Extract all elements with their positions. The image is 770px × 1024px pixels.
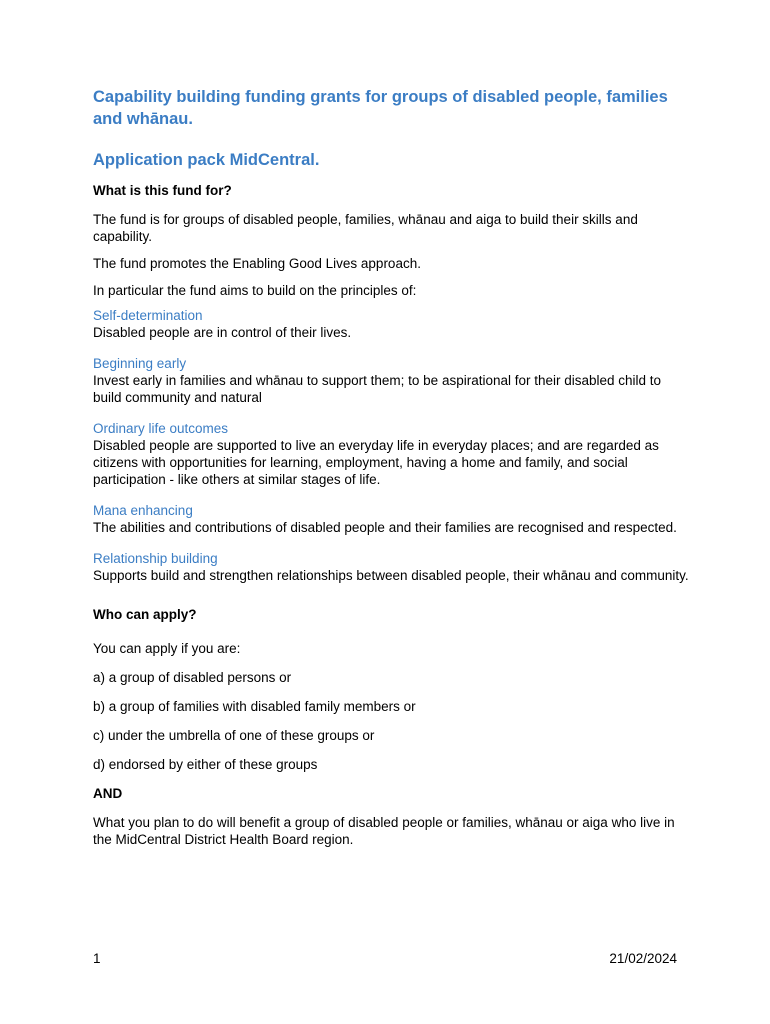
- paragraph-principles-intro: In particular the fund aims to build on the principles of:: [93, 283, 417, 298]
- principle-name: Self-determination: [93, 308, 203, 323]
- principle-name: Relationship building: [93, 551, 218, 566]
- section-heading-fund-purpose: What is this fund for?: [93, 183, 232, 198]
- principle-name: Beginning early: [93, 356, 187, 371]
- principle-item: [93, 550, 693, 584]
- paragraph-enabling-good-lives: The fund promotes the Enabling Good Lives approach.: [93, 256, 421, 271]
- principle-name: Mana enhancing: [93, 503, 193, 518]
- eligibility-option: a) a group of disabled persons or: [93, 670, 292, 685]
- eligibility-option: c) under the umbrella of one of these groups or: [93, 728, 375, 743]
- paragraph-eligibility-lead: You can apply if you are:: [93, 641, 241, 656]
- principles-list: [93, 307, 693, 584]
- principle-name: Ordinary life outcomes: [93, 421, 229, 436]
- eligibility-option: d) endorsed by either of these groups: [93, 757, 318, 772]
- paragraph-benefit-region: What you plan to do will benefit a group of disabled people or families, whānau or aiga who live in the MidCentral District Health Board region.: [93, 815, 675, 847]
- principle-item: [93, 420, 693, 488]
- and-label: AND: [93, 786, 123, 801]
- section-heading-who-can-apply: Who can apply?: [93, 607, 197, 622]
- principle-item: [93, 307, 693, 341]
- document-subtitle: Application pack MidCentral.: [93, 151, 320, 169]
- footer-date: 21/02/2024: [609, 951, 677, 966]
- document-page: [93, 86, 693, 848]
- principle-item: [93, 502, 693, 536]
- principle-description: Supports build and strengthen relationships between disabled people, their whānau and community.: [93, 568, 689, 583]
- document-title: Capability building funding grants for groups of disabled people, families and whānau.: [93, 88, 668, 128]
- page-number: 1: [93, 951, 101, 966]
- principle-description: Disabled people are supported to live an everyday life in everyday places; and are regarded as citizens with opportunities for learning, employment, having a home and family, and social participation - like others at similar stages of life.: [93, 438, 659, 487]
- paragraph-fund-description: The fund is for groups of disabled people, families, whānau and aiga to build their skills and capability.: [93, 212, 638, 244]
- principle-description: Invest early in families and whānau to support them; to be aspirational for their disabled child to build community and natural: [93, 373, 662, 405]
- principle-description: Disabled people are in control of their lives.: [93, 325, 352, 340]
- eligibility-option: b) a group of families with disabled family members or: [93, 699, 416, 714]
- principle-item: [93, 355, 693, 406]
- principle-description: The abilities and contributions of disabled people and their families are recognised and respected.: [93, 520, 677, 535]
